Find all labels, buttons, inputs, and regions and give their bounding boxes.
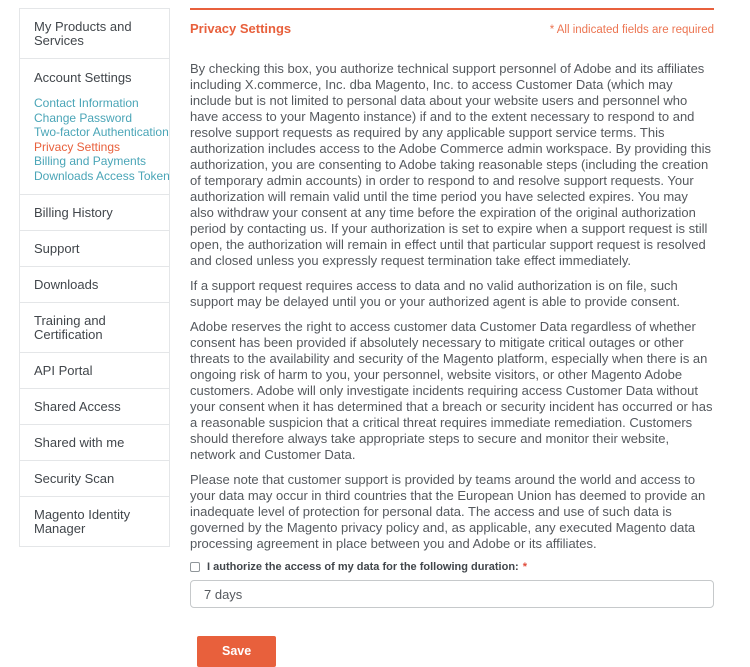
privacy-settings-panel bbox=[190, 8, 714, 667]
sidebar-item-support[interactable]: Support bbox=[20, 230, 169, 266]
consent-row bbox=[190, 561, 714, 573]
sidebar-link-privacy-settings[interactable]: Privacy Settings bbox=[34, 139, 121, 154]
sidebar-item-training-and-certification[interactable]: Training and Certification bbox=[20, 302, 169, 352]
policy-paragraph-2: If a support request requires access to data and no valid authorization is on file, such support may be delayed until you or your authorized agent is able to provide consent. bbox=[190, 278, 680, 309]
sidebar-item-downloads[interactable]: Downloads bbox=[20, 266, 169, 302]
sidebar-link-change-password[interactable]: Change Password bbox=[34, 110, 133, 125]
consent-checkbox[interactable] bbox=[190, 562, 200, 572]
sidebar-link-contact-information[interactable]: Contact Information bbox=[34, 96, 139, 110]
privacy-policy-text bbox=[190, 61, 714, 552]
sidebar-item-api-portal[interactable]: API Portal bbox=[20, 352, 169, 388]
policy-paragraph-4: Please note that customer support is provided by teams around the world and access to your data may occur in third countries that the European Union has deemed to provide an inadequate level of protection for personal data. The access and use of such data is governed by the Magento privacy policy and, as applicable, any executed Magento data processing agreement in place between you and Adobe or its affiliates. bbox=[190, 472, 706, 551]
panel-header bbox=[190, 21, 714, 36]
sidebar-link-downloads-access-token[interactable]: Downloads Access Token bbox=[34, 168, 170, 183]
policy-paragraph-3: Adobe reserves the right to access customer data Customer Data regardless of whether consent has been provided if absolutely necessary to mitigate critical outages or other threats to the availability and security of the Magento platform, especially when there is an ongoing risk of harm to you, your personnel, website visitors, or other Magento Adobe customers. Adobe will only investigate incidents requiring access Customer Data without your consent when it has determined that a breach or security incident has occurred or has a reasonable suspicion that a critical threat requires immediate remediation. Customers should therefore always take appropriate steps to secure and monitor their website, network and Customer Data. bbox=[190, 319, 713, 462]
sidebar-item-shared-with-me[interactable]: Shared with me bbox=[20, 424, 169, 460]
policy-paragraph-1: By checking this box, you authorize technical support personnel of Adobe and its affiliates including X.commerce, Inc. dba Magento, Inc. to access Customer Data (which may include but is not limited to personal data about your website users and personnel who have access to your Magento instance) if and to the extent necessary to respond to and resolve support requests as required by any applicable support service terms. This authorization includes access to the Adobe Commerce admin workspace. By providing this authorization, you are consenting to Adobe taking reasonable steps (including the creation of temporary admin accounts) in order to respond to and resolve support requests. Your authorization will remain valid until the time period you have selected expires. You may also withdraw your consent at any time before the expiration of the original authorization period by contacting us. If your authorization is set to expire when a support request is still open, the authorization will remain in effect until that particular support request is resolved and closed unless you expressly request termination take effect immediately. bbox=[190, 61, 711, 268]
sidebar-section-account-settings bbox=[20, 58, 169, 194]
page-title: Privacy Settings bbox=[190, 21, 292, 36]
sidebar-item-security-scan[interactable]: Security Scan bbox=[20, 460, 169, 496]
sidebar-item-my-products-and-services[interactable]: My Products and Services bbox=[34, 19, 132, 48]
consent-label: I authorize the access of my data for the following duration: bbox=[207, 561, 519, 573]
account-settings-links bbox=[34, 96, 170, 183]
required-fields-note: * All indicated fields are required bbox=[549, 24, 714, 36]
account-sidebar bbox=[19, 8, 170, 547]
sidebar-item-magento-identity-manager[interactable]: Magento Identity Manager bbox=[20, 496, 169, 546]
sidebar-item-shared-access[interactable]: Shared Access bbox=[20, 388, 169, 424]
sidebar-header-account-settings: Account Settings bbox=[34, 70, 132, 85]
duration-select[interactable]: 7 days bbox=[190, 580, 714, 608]
save-button[interactable]: Save bbox=[197, 636, 276, 667]
sidebar-link-billing-and-payments[interactable]: Billing and Payments bbox=[34, 154, 147, 168]
sidebar-link-two-factor-authentication[interactable]: Two-factor Authentication bbox=[34, 125, 169, 139]
required-asterisk: * bbox=[522, 561, 527, 573]
sidebar-item-billing-history[interactable]: Billing History bbox=[20, 194, 169, 230]
